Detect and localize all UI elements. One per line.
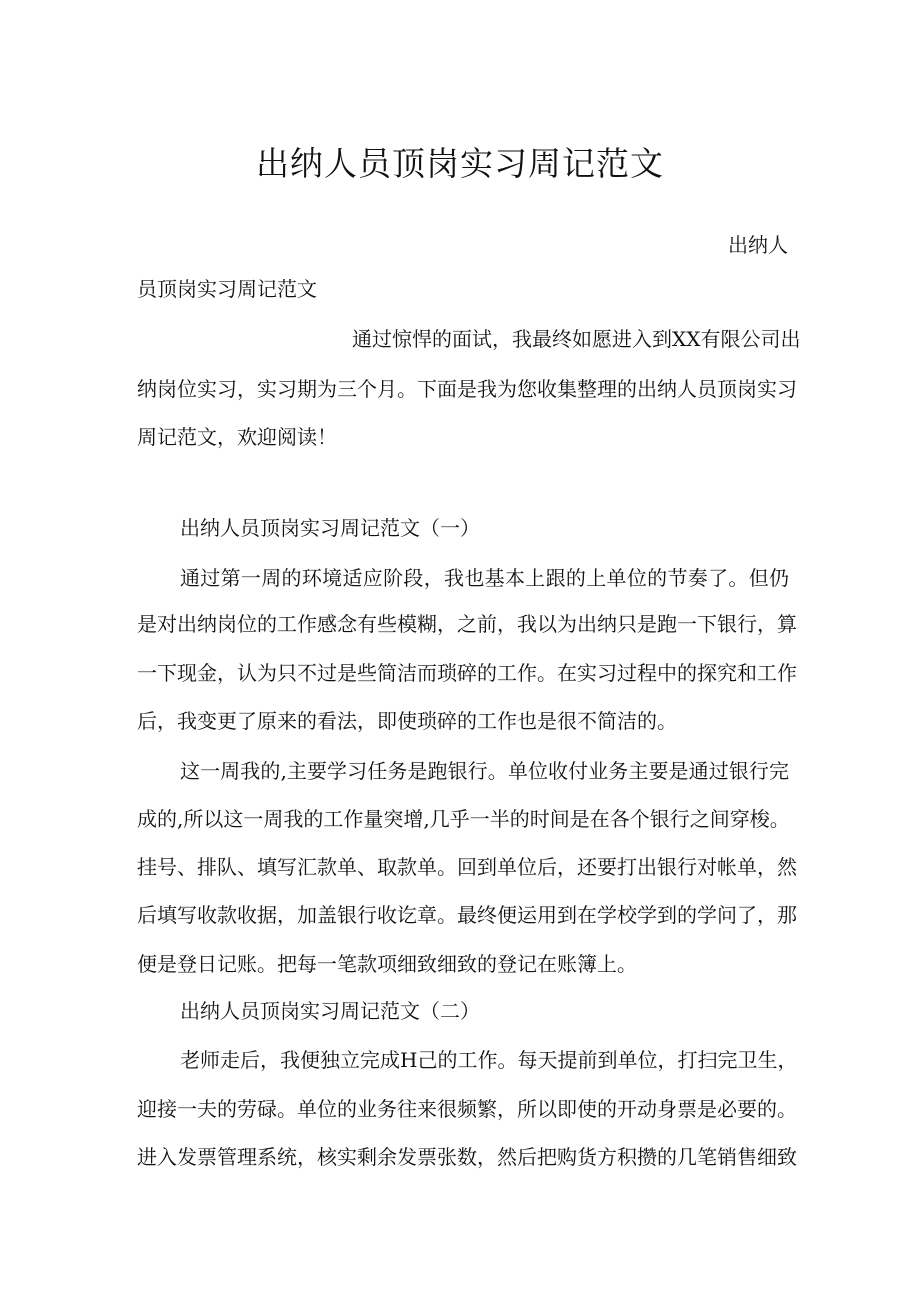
paragraph-line: 迎接一夫的劳碌。单位的业务往来很频繁，所以即使的开动身票是必要的。 xyxy=(137,1097,797,1121)
paragraph-line: 挂号、排队、填写汇款单、取款单。回到单位后，还要打出银行对帐单，然 xyxy=(137,855,797,879)
paragraph-line: 这一周我的,主要学习任务是跑银行。单位收付业务主要是通过银行完 xyxy=(180,759,789,783)
intro-line: 通过惊悍的面试，我最终如愿进入到XX有限公司出 xyxy=(352,327,801,351)
subtitle-right: 出纳人 xyxy=(728,233,788,257)
section2-heading: 出纳人员顶岗实习周记范文（二） xyxy=(180,999,480,1023)
paragraph-line: 后填写收款收据，加盖银行收讫章。最终便运用到在学校学到的学问了，那 xyxy=(137,903,797,927)
document-title: 出纳人员顶岗实习周记范文 xyxy=(256,144,664,183)
intro-line: 纳岗位实习，实习期为三个月。下面是我为您收集整理的出纳人员顶岗实习 xyxy=(137,377,797,401)
paragraph-line: 后，我变更了原来的看法，即使琐碎的工作也是很不简洁的。 xyxy=(137,709,677,733)
paragraph-line: 老师走后，我便独立完成H己的工作。每天提前到单位，打扫完卫生， xyxy=(180,1048,798,1072)
paragraph-line: 通过第一周的环境适应阶段，我也基本上跟的上单位的节奏了。但仍 xyxy=(180,566,789,590)
section1-heading: 出纳人员顶岗实习周记范文（一） xyxy=(180,516,480,540)
paragraph-line: 一下现金，认为只不过是些简洁而琐碎的工作。在实习过程中的探究和工作 xyxy=(137,661,797,685)
paragraph-line: 是对出纳岗位的工作感念有些模糊，之前，我以为出纳只是跑一下银行，算 xyxy=(137,612,797,636)
paragraph-line: 便是登日记账。把每一笔款项细致细致的登记在账簿上。 xyxy=(137,952,637,976)
paragraph-line: 进入发票管理系统，核实剩余发票张数，然后把购货方积攒的几笔销售细致 xyxy=(137,1145,797,1169)
paragraph-line: 成的,所以这一周我的工作量突增,几乎一半的时间是在各个银行之间穿梭。 xyxy=(137,807,790,831)
subtitle-left: 员顶岗实习周记范文 xyxy=(137,277,317,301)
intro-line: 周记范文，欢迎阅读！ xyxy=(137,425,337,449)
